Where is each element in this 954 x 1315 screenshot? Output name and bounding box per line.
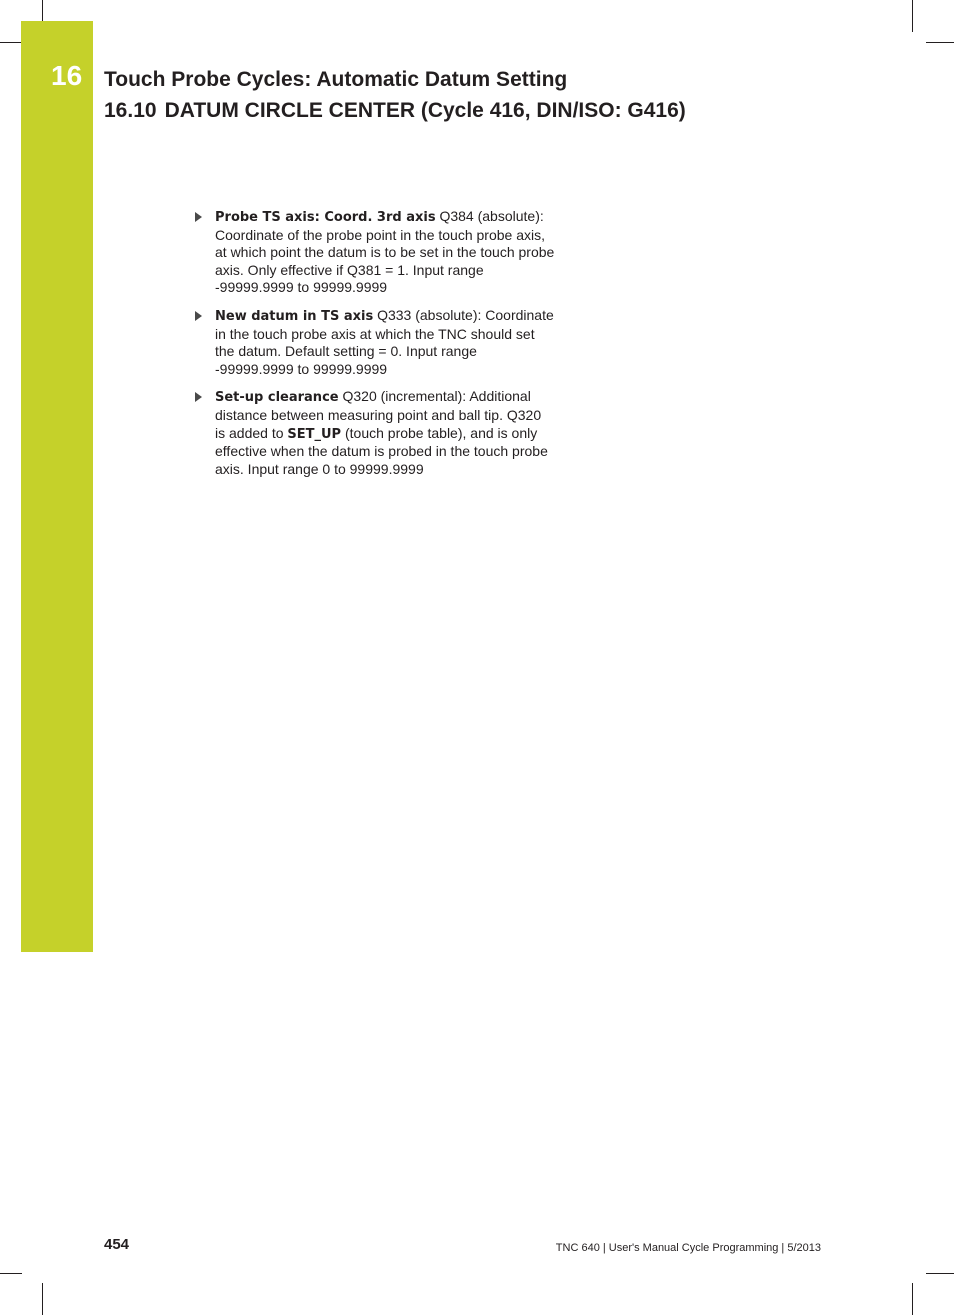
section-title: DATUM CIRCLE CENTER (Cycle 416, DIN/ISO: G416) [164, 99, 686, 122]
triangle-bullet-icon [195, 212, 202, 222]
parameter-description: Q333 (absolute): Coordinate in the touch probe axis at which the TNC should set the datum. Default setting = 0. Input range -99999.9999 to 99999.9999 [215, 306, 554, 377]
section-number: 16.10 [104, 99, 157, 122]
footer-text: TNC 640 | User's Manual Cycle Programming | 5/2013 [555, 1242, 821, 1254]
crop-mark [912, 1283, 913, 1315]
parameter-item [195, 388, 555, 478]
parameter-list [195, 208, 555, 488]
parameter-keyword: SET_UP [287, 426, 342, 442]
parameter-name: Probe TS axis: Coord. 3rd axis [215, 210, 436, 225]
parameter-name: Set-up clearance [215, 390, 339, 406]
parameter-description: Q384 (absolute): Coordinate of the probe point in the touch probe axis, at which point the datum is to be set in the touch probe axis. Only effective if Q381 = 1. Input range -99999.9999 to 99999.9999 [215, 208, 555, 296]
triangle-bullet-icon [195, 311, 202, 321]
crop-mark [912, 0, 913, 32]
chapter-side-band [21, 21, 93, 952]
parameter-item [195, 307, 555, 378]
parameter-description: Q320 (incremental): Additional distance between measuring point and ball tip. Q320 is added to [215, 388, 542, 441]
crop-mark [926, 1273, 954, 1274]
chapter-number: 16 [51, 60, 83, 91]
crop-mark [926, 42, 954, 43]
crop-mark [42, 1283, 43, 1315]
parameter-name: New datum in TS axis [215, 308, 374, 324]
page-number: 454 [104, 1236, 130, 1253]
crop-mark [0, 1273, 22, 1274]
chapter-title: Touch Probe Cycles: Automatic Datum Setting [104, 68, 568, 91]
parameter-item [195, 208, 555, 297]
triangle-bullet-icon [195, 392, 202, 402]
crop-mark [0, 42, 22, 43]
parameter-description-cont: (touch probe table), and is only effective when the datum is probed in the touch probe axis. Input range 0 to 99999.9999 [215, 424, 548, 477]
section-heading [104, 99, 686, 123]
